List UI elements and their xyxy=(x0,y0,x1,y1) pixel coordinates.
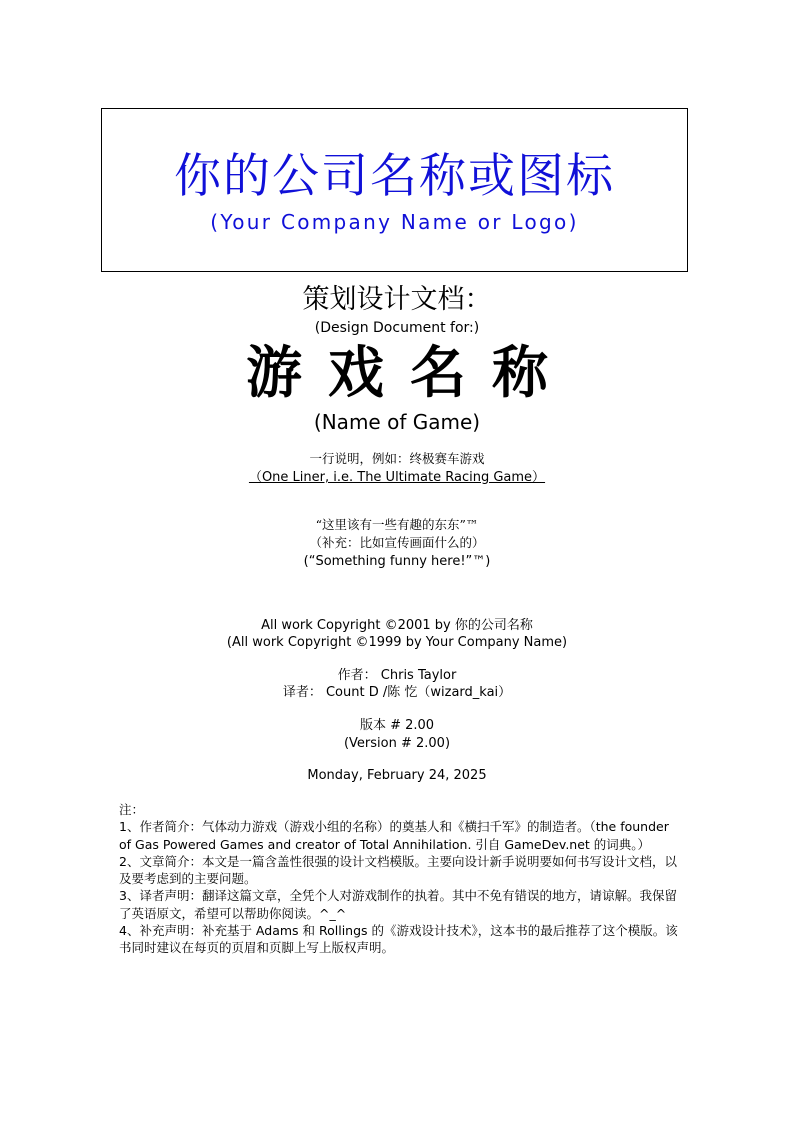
oneliner-cn: 一行说明，例如：终极赛车游戏 xyxy=(309,451,485,466)
version-line: 版本 # 2.00 xyxy=(359,718,435,733)
note-item-1: 1、作者简介：气体动力游戏（游戏小组的名称）的奠基人和《横扫千军》的制造者。（the founder of Gas Powered Games and creator of Total Annihilation. 引自 GameDev.net 的词典。） xyxy=(119,819,669,852)
doc-type-subtitle: (Design Document for:) xyxy=(314,320,480,336)
notes-heading: 注： xyxy=(119,802,145,817)
oneliner-en-text: （One Liner, i.e. The Ultimate Racing Game） xyxy=(248,470,546,485)
company-logo-placeholder xyxy=(101,108,688,272)
company-name-cn: 你的公司名称或图标 xyxy=(174,149,615,204)
company-name-en: (Your Company Name or Logo) xyxy=(210,210,579,234)
note-item-2: 2、文章简介：本文是一篇含盖性很强的设计文档模版。主要向设计新手说明要如何书写设计文档，以及要考虑到的主要问题。 xyxy=(119,853,677,887)
translator-line: 译者： Count D /陈 忔（wizard_kai） xyxy=(282,685,512,700)
copyright-line-en: (All work Copyright ©1999 by Your Company Name) xyxy=(226,635,568,650)
oneliner-en xyxy=(0,468,794,487)
document-date: Monday, February 24, 2025 xyxy=(307,768,487,783)
funny-line-cn: “这里该有一些有趣的东东”™ xyxy=(315,517,479,532)
game-name-title: 游戏名称 xyxy=(246,340,574,406)
copyright-line: All work Copyright ©2001 by 你的公司名称 xyxy=(261,618,533,633)
note-item-4: 4、补充声明：补充基于 Adams 和 Rollings 的《游戏设计技术》，这本书的最后推荐了这个模版。该书同时建议在每页的页眉和页脚上写上版权声明。 xyxy=(119,923,678,956)
doc-type-title: 策划设计文档： xyxy=(302,284,492,315)
author-line: 作者： Chris Taylor xyxy=(337,668,457,683)
version-line-en: (Version # 2.00) xyxy=(343,736,451,751)
funny-line-en: (“Something funny here!”™) xyxy=(303,554,491,569)
note-item-3: 3、译者声明：翻译这篇文章，全凭个人对游戏制作的执着。其中不免有错误的地方，请谅解。我保留了英语原文，希望可以帮助你阅读。^_^ xyxy=(119,888,677,921)
notes-section xyxy=(119,801,679,957)
funny-note-cn: （补充：比如宣传画面什么的） xyxy=(309,535,485,550)
game-name-subtitle: (Name of Game) xyxy=(313,410,481,434)
